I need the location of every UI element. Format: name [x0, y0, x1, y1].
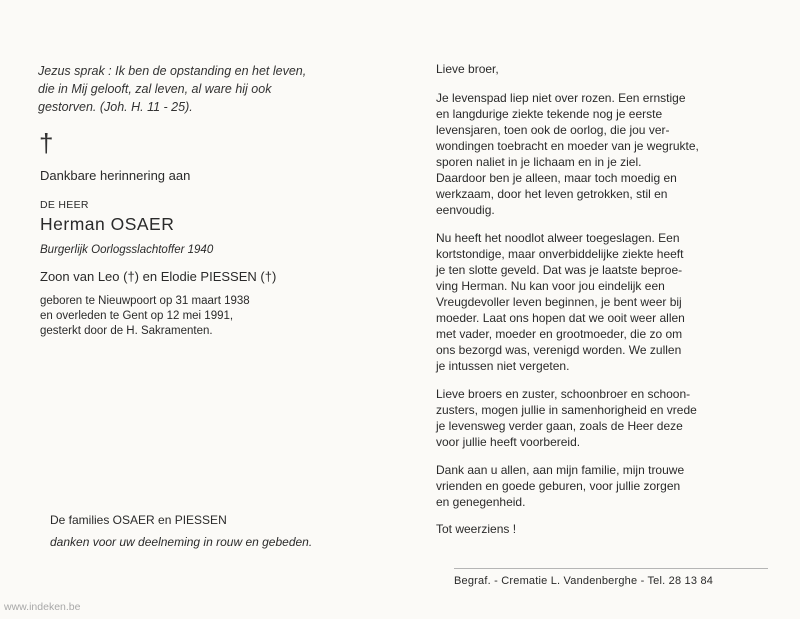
- bible-quote: [38, 62, 378, 116]
- paragraph-line: wondingen toebracht en moeder van je wegrukte,: [436, 139, 699, 153]
- letter-paragraph: [436, 386, 766, 450]
- paragraph-line: je intussen niet vergeten.: [436, 359, 570, 373]
- paragraph-line: en langdurige ziekte tekende nog je eerste: [436, 107, 663, 121]
- left-panel: [38, 62, 378, 339]
- farewell-text: Tot weerziens !: [436, 522, 517, 536]
- paragraph-line: je ten slotte geveld. Dat was je laatste beproe-: [436, 263, 683, 277]
- paragraph-line: Daardoor ben je alleen, maar toch moedig en: [436, 171, 677, 185]
- paragraph-line: met vader, moeder en grootmoeder, die zo om: [436, 327, 683, 341]
- paragraph-line: Je levenspad liep niet over rozen. Een ernstige: [436, 91, 686, 105]
- paragraph-line: sporen naliet in je lichaam en in je ziel.: [436, 155, 642, 169]
- paragraph-line: ving Herman. Nu kan voor jou eindelijk een: [436, 279, 665, 293]
- honorific: DE HEER: [40, 199, 89, 211]
- paragraph-line: zusters, mogen jullie in samenhorigheid en vrede: [436, 403, 697, 417]
- paragraph-line: Lieve broers en zuster, schoonbroer en schoon-: [436, 387, 691, 401]
- deceased-title: Burgerlijk Oorlogsslachtoffer 1940: [40, 244, 214, 256]
- paragraph-line: vrienden en goede geburen, voor jullie zorgen: [436, 479, 681, 493]
- life-dates: [40, 294, 378, 339]
- paragraph-line: Vreugdevoller leven beginnen, je bent weer bij: [436, 295, 682, 309]
- paragraph-line: Dank aan u allen, aan mijn familie, mijn trouwe: [436, 463, 685, 477]
- paragraph-line: eenvoudig.: [436, 203, 495, 217]
- letter-paragraph: [436, 230, 766, 374]
- paragraph-line: Nu heeft het noodlot alweer toegeslagen. Een: [436, 231, 680, 245]
- birth-line: geboren te Nieuwpoort op 31 maart 1938: [40, 295, 250, 307]
- paragraph-line: ons bezorgd was, verenigd worden. We zullen: [436, 343, 682, 357]
- parents-line: Zoon van Leo (†) en Elodie PIESSEN (†): [40, 269, 277, 284]
- death-line: en overleden te Gent op 12 mei 1991,: [40, 310, 234, 322]
- quote-line: gestorven. (Joh. H. 11 - 25).: [38, 100, 193, 114]
- letter-greeting: Lieve broer,: [436, 62, 499, 76]
- quote-line: Jezus sprak : Ik ben de opstanding en het leven,: [38, 64, 307, 78]
- paragraph-line: levensjaren, toen ook de oorlog, die jou ver-: [436, 123, 670, 137]
- letter-paragraph: [436, 90, 766, 218]
- remembrance-text: Dankbare herinnering aan: [40, 168, 191, 183]
- undertaker-line: Begraf. - Crematie L. Vandenberghe - Tel. 28 13 84: [454, 568, 768, 587]
- letter-paragraph: [436, 462, 766, 510]
- families-line: De families OSAER en PIESSEN: [50, 513, 227, 527]
- paragraph-line: werkzaam, door het leven getrokken, stil en: [436, 187, 668, 201]
- quote-line: die in Mij gelooft, zal leven, al ware hij ook: [38, 82, 272, 96]
- paragraph-line: kortstondige, maar onverbiddelijke ziekte heeft: [436, 247, 684, 261]
- cross-icon: †: [39, 128, 54, 158]
- thanks-line: danken voor uw deelneming in rouw en gebeden.: [50, 535, 313, 549]
- watermark: www.indeken.be: [4, 601, 81, 613]
- paragraph-line: je levensweg verder gaan, zoals de Heer deze: [436, 419, 683, 433]
- paragraph-line: en genegenheid.: [436, 495, 526, 509]
- deceased-name: Herman OSAER: [40, 214, 175, 234]
- paragraph-line: moeder. Laat ons hopen dat we ooit weer allen: [436, 311, 685, 325]
- sacrament-line: gesterkt door de H. Sakramenten.: [40, 325, 213, 337]
- paragraph-line: voor jullie heeft voorbereid.: [436, 435, 581, 449]
- right-panel: [436, 62, 766, 536]
